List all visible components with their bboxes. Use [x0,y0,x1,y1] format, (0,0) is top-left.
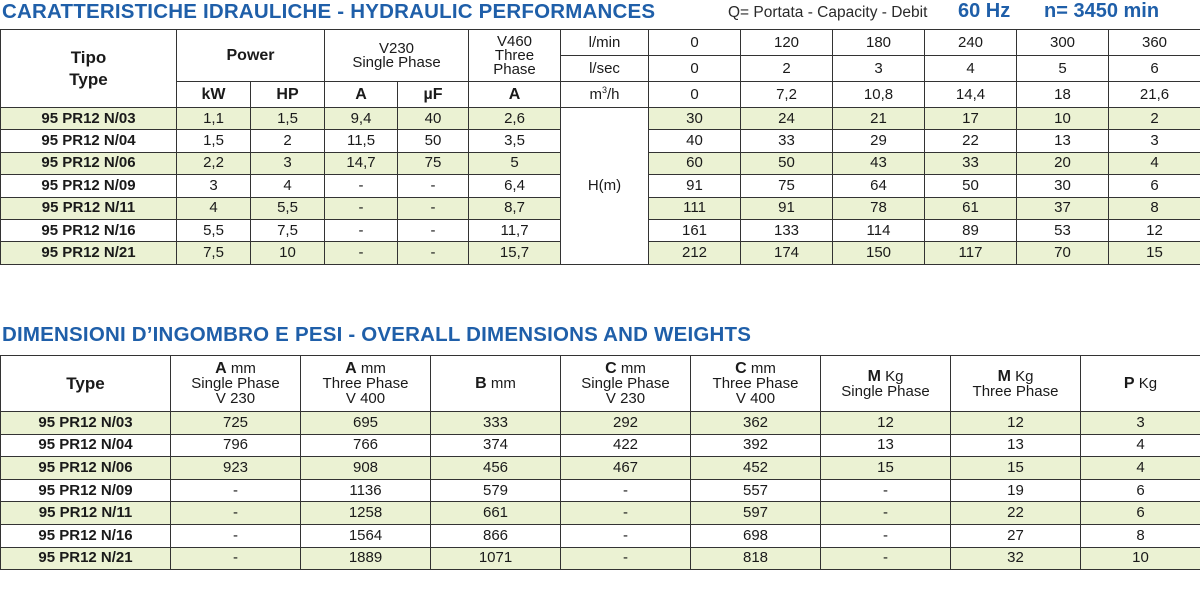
kw-value: 4 [177,197,251,219]
uf-value: 40 [398,108,469,130]
dimensions-row [1,457,1200,480]
b-value: 374 [431,434,561,457]
p-value: 3 [1081,412,1200,435]
head-value: 30 [1017,175,1109,197]
head-value: 60 [649,152,741,174]
m-single-value: - [821,479,951,502]
head-value: 21 [833,108,925,130]
hp-value: 4 [251,175,325,197]
model-type: 95 PR12 N/03 [1,108,177,130]
flow-lmin: 240 [925,30,1017,56]
a-three-value: 1889 [301,547,431,570]
model-type: 95 PR12 N/06 [1,152,177,174]
power-header: Power [177,30,325,82]
b-value: 456 [431,457,561,480]
head-value: 212 [649,242,741,264]
amp460-value: 3,5 [469,130,561,152]
flow-lsec: 2 [741,56,833,82]
hydraulic-row [1,108,1200,130]
lsec-label: l/sec [561,56,649,82]
head-value: 150 [833,242,925,264]
v230-label: V230 [378,39,415,57]
head-value: 53 [1017,219,1109,241]
flow-lmin: 360 [1109,30,1200,56]
p-header: P Kg [1081,356,1200,412]
type-header [1,30,177,108]
v230-header [325,30,469,82]
head-value: 12 [1109,219,1200,241]
c-three-value: 698 [691,524,821,547]
a-three-value: 1564 [301,524,431,547]
m-three-value: 15 [951,457,1081,480]
b-header: B mm [431,356,561,412]
hp-value: 7,5 [251,219,325,241]
a-single-value: 725 [171,412,301,435]
hp-value: 1,5 [251,108,325,130]
flow-m3h: 21,6 [1109,82,1200,108]
m-single-value: 13 [821,434,951,457]
a-single-value: - [171,547,301,570]
a-three-value: 908 [301,457,431,480]
hydraulic-title-bar [0,0,1200,26]
head-value: 161 [649,219,741,241]
amp460-value: 6,4 [469,175,561,197]
model-type: 95 PR12 N/04 [1,130,177,152]
m-single-value: 15 [821,457,951,480]
p-value: 8 [1081,524,1200,547]
a-three-value: 766 [301,434,431,457]
model-type: 95 PR12 N/21 [1,242,177,264]
three-label: Three [494,46,535,64]
head-value: 61 [925,197,1017,219]
m-single-value: - [821,524,951,547]
head-value: 10 [1017,108,1109,130]
c-three-value: 818 [691,547,821,570]
m-three-phase-header: M Kg Three Phase [951,356,1081,412]
amp-header: A [325,82,398,108]
p-value: 6 [1081,479,1200,502]
tipo-label: Tipo [70,47,107,67]
m-three-value: 27 [951,524,1081,547]
head-value: 3 [1109,130,1200,152]
kw-value: 3 [177,175,251,197]
model-type: 95 PR12 N/21 [1,547,171,570]
hp-value: 3 [251,152,325,174]
head-value: 17 [925,108,1017,130]
p-value: 4 [1081,457,1200,480]
type-label: Type [69,69,108,89]
head-value: 33 [925,152,1017,174]
head-value: 30 [649,108,741,130]
dimensions-row [1,434,1200,457]
kw-value: 1,5 [177,130,251,152]
c-single-value: - [561,502,691,525]
head-value: 91 [649,175,741,197]
head-value: 70 [1017,242,1109,264]
c-single-value: - [561,547,691,570]
hydraulic-title: CARATTERISTICHE IDRAULICHE - HYDRAULIC PERFORMANCES [2,0,656,23]
flow-lmin: 0 [649,30,741,56]
c-three-value: 392 [691,434,821,457]
p-value: 10 [1081,547,1200,570]
dimensions-title: DIMENSIONI D’INGOMBRO E PESI - OVERALL DIMENSIONS AND WEIGHTS [2,323,752,346]
kw-value: 2,2 [177,152,251,174]
single-phase-label: Single Phase [352,53,441,71]
hydraulic-performance-table [0,29,1200,265]
head-value: 6 [1109,175,1200,197]
a-three-value: 695 [301,412,431,435]
uf-value: - [398,197,469,219]
a-three-phase-header: A mm Three Phase V 400 [301,356,431,412]
kw-header: kW [177,82,251,108]
head-value: 40 [649,130,741,152]
dimensions-row [1,412,1200,435]
head-value: 133 [741,219,833,241]
head-value: 37 [1017,197,1109,219]
model-type: 95 PR12 N/16 [1,219,177,241]
model-type: 95 PR12 N/03 [1,412,171,435]
amp230-value: - [325,219,398,241]
m-single-value: - [821,502,951,525]
model-type: 95 PR12 N/09 [1,479,171,502]
amp230-value: - [325,175,398,197]
model-type: 95 PR12 N/11 [1,502,171,525]
flow-lmin: 120 [741,30,833,56]
b-value: 1071 [431,547,561,570]
p-value: 4 [1081,434,1200,457]
head-value: 114 [833,219,925,241]
model-type: 95 PR12 N/06 [1,457,171,480]
amp230-value: 9,4 [325,108,398,130]
model-type: 95 PR12 N/04 [1,434,171,457]
p-value: 6 [1081,502,1200,525]
m-three-value: 12 [951,412,1081,435]
speed-label: n= 3450 min [1044,0,1160,22]
head-value: 20 [1017,152,1109,174]
flow-m3h: 7,2 [741,82,833,108]
lmin-label: l/min [561,30,649,56]
hp-value: 2 [251,130,325,152]
hp-value: 5,5 [251,197,325,219]
head-value: 174 [741,242,833,264]
m-single-value: - [821,547,951,570]
head-label: H(m) [561,108,649,265]
head-value: 117 [925,242,1017,264]
flow-m3h: 0 [649,82,741,108]
flow-lmin: 180 [833,30,925,56]
c-three-phase-header: C mm Three Phase V 400 [691,356,821,412]
c-single-value: 467 [561,457,691,480]
head-value: 111 [649,197,741,219]
b-value: 661 [431,502,561,525]
uf-value: - [398,242,469,264]
head-value: 75 [741,175,833,197]
head-value: 4 [1109,152,1200,174]
flow-m3h: 18 [1017,82,1109,108]
c-single-value: - [561,524,691,547]
a-single-value: - [171,502,301,525]
head-value: 33 [741,130,833,152]
head-value: 22 [925,130,1017,152]
head-value: 64 [833,175,925,197]
flow-lmin: 300 [1017,30,1109,56]
dimensions-row [1,502,1200,525]
m-three-value: 32 [951,547,1081,570]
head-value: 29 [833,130,925,152]
dimensions-weights-table [0,355,1200,570]
m3h-label: $m^3/h$ [561,82,649,108]
model-type: 95 PR12 N/16 [1,524,171,547]
uf-value: - [398,175,469,197]
uf-value: 75 [398,152,469,174]
m-three-value: 22 [951,502,1081,525]
amp230-value: - [325,197,398,219]
amp460-value: 15,7 [469,242,561,264]
head-value: 78 [833,197,925,219]
head-value: 13 [1017,130,1109,152]
head-value: 24 [741,108,833,130]
head-value: 91 [741,197,833,219]
flow-lsec: 5 [1017,56,1109,82]
dimensions-row [1,479,1200,502]
b-value: 579 [431,479,561,502]
c-single-value: - [561,479,691,502]
capacity-note: Q= Portata - Capacity - Debit [728,4,928,21]
uf-header: µF [398,82,469,108]
dim-type-header: Type [1,356,171,412]
c-single-value: 422 [561,434,691,457]
c-three-value: 557 [691,479,821,502]
v460-header [469,30,561,82]
b-value: 333 [431,412,561,435]
c-three-value: 452 [691,457,821,480]
uf-value: 50 [398,130,469,152]
a-single-value: 796 [171,434,301,457]
amp230-value: 11,5 [325,130,398,152]
a-single-value: - [171,479,301,502]
kw-value: 1,1 [177,108,251,130]
amp460-value: 8,7 [469,197,561,219]
amp3-header: A [469,82,561,108]
amp460-value: 2,6 [469,108,561,130]
a-single-value: - [171,524,301,547]
flow-lsec: 3 [833,56,925,82]
head-value: 50 [925,175,1017,197]
c-single-value: 292 [561,412,691,435]
model-type: 95 PR12 N/11 [1,197,177,219]
flow-m3h: 14,4 [925,82,1017,108]
head-value: 50 [741,152,833,174]
flow-lsec: 4 [925,56,1017,82]
hp-header: HP [251,82,325,108]
phase-label: Phase [493,60,536,78]
a-single-value: 923 [171,457,301,480]
c-three-value: 597 [691,502,821,525]
head-value: 8 [1109,197,1200,219]
c-three-value: 362 [691,412,821,435]
a-three-value: 1136 [301,479,431,502]
c-single-phase-header: C mm Single Phase V 230 [561,356,691,412]
flow-lsec: 0 [649,56,741,82]
a-three-value: 1258 [301,502,431,525]
b-value: 866 [431,524,561,547]
head-value: 2 [1109,108,1200,130]
amp230-value: 14,7 [325,152,398,174]
head-value: 43 [833,152,925,174]
model-type: 95 PR12 N/09 [1,175,177,197]
flow-lsec: 6 [1109,56,1200,82]
a-single-phase-header: A mm Single Phase V 230 [171,356,301,412]
m-single-phase-header: M Kg Single Phase [821,356,951,412]
v460-label: V460 [496,32,533,50]
frequency-label: 60 Hz [958,0,1011,22]
m-single-value: 12 [821,412,951,435]
amp230-value: - [325,242,398,264]
dimensions-row [1,524,1200,547]
hp-value: 10 [251,242,325,264]
head-value: 89 [925,219,1017,241]
m-three-value: 19 [951,479,1081,502]
m-three-value: 13 [951,434,1081,457]
dimensions-row [1,547,1200,570]
uf-value: - [398,219,469,241]
kw-value: 5,5 [177,219,251,241]
dimensions-title-bar [0,322,1200,350]
amp460-value: 11,7 [469,219,561,241]
kw-value: 7,5 [177,242,251,264]
amp460-value: 5 [469,152,561,174]
head-value: 15 [1109,242,1200,264]
flow-m3h: 10,8 [833,82,925,108]
